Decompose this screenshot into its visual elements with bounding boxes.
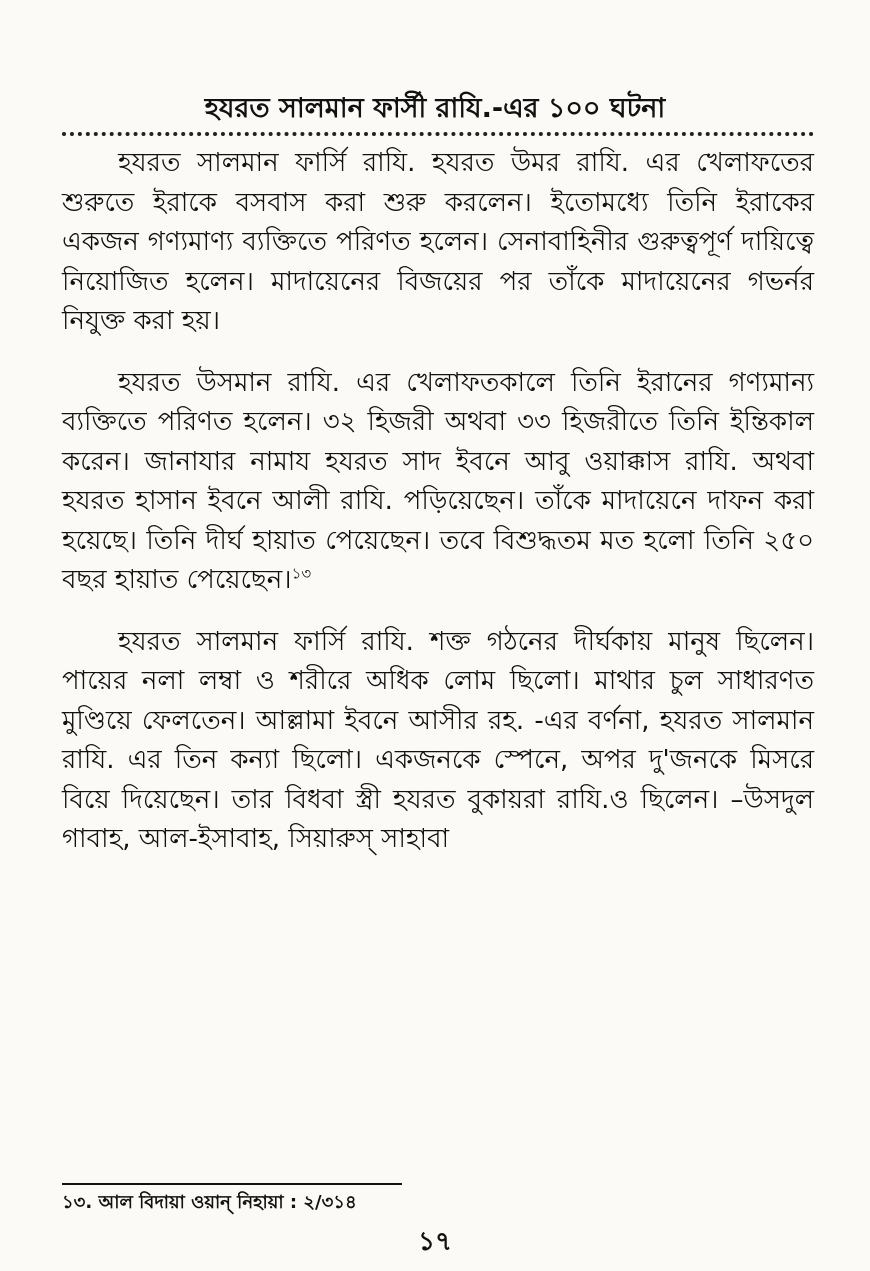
paragraph-2 (62, 364, 814, 601)
paragraph-1 (62, 144, 814, 342)
paragraph-3-text: হযরত সালমান ফার্সি রাযি. শক্ত গঠনের দীর্ঘকায় মানুষ ছিলেন। পায়ের নলা লম্বা ও শরীরে অধিক লোম ছিলো। মাথার চুল সাধারণত মুণ্ডিয়ে ফেলতেন। আল্লামা ইবনে আসীর রহ. -এর বর্ণনা, হযরত সালমান রাযি. এর তিন কন্যা ছিলো। একজনকে স্পেনে, অপর দু'জনকে মিসরে বিয়ে দিয়েছেন। তার বিধবা স্ত্রী হযরত বুকায়রা রাযি.ও ছিলেন। –উসদুল গাবাহ, আল-ইসাবাহ, সিয়ারুস্ সাহাবা (62, 626, 814, 854)
paragraph-1-text: হযরত সালমান ফার্সি রাযি. হযরত উমর রাযি. এর খেলাফতের শুরুতে ইরাকে বসবাস করা শুরু করলেন। ইতোমধ্যে তিনি ইরাকের একজন গণ্যমাণ্য ব্যক্তিতে পরিণত হলেন। সেনাবাহিনীর গুরুত্বপূর্ণ দায়িত্বে নিয়োজিত হলেন। মাদায়েনের বিজয়ের পর তাঁকে মাদায়েনের গভর্নর নিযুক্ত করা হয়। (62, 148, 814, 336)
page-number: ১৭ (418, 1227, 452, 1257)
running-header-title: হযরত সালমান ফার্সী রাযি.-এর ১০০ ঘটনা (204, 93, 666, 124)
body-text (62, 144, 814, 882)
footnote-separator (62, 1183, 402, 1185)
paragraph-2-text: হযরত উসমান রাযি. এর খেলাফতকালে তিনি ইরানের গণ্যমান্য ব্যক্তিতে পরিণত হলেন। ৩২ হিজরী অথবা ৩৩ হিজরীতে তিনি ইন্তিকাল করেন। জানাযার নামায হযরত সাদ ইবনে আবু ওয়াক্কাস রাযি. অথবা হযরত হাসান ইবনে আলী রাযি. পড়িয়েছেন। তাঁকে মাদায়েনে দাফন করা হয়েছে। তিনি দীর্ঘ হায়াত পেয়েছেন। তবে বিশুদ্ধতম মত হলো তিনি ২৫০ বছর হায়াত পেয়েছেন। (62, 367, 814, 595)
header-dotted-rule (62, 132, 814, 136)
paragraph-3 (62, 623, 814, 860)
footnote: ১৩. আল বিদায়া ওয়ান্ নিহায়া : ২/৩১৪ (62, 1192, 357, 1213)
footnote-reference: ১৩ (291, 564, 312, 583)
